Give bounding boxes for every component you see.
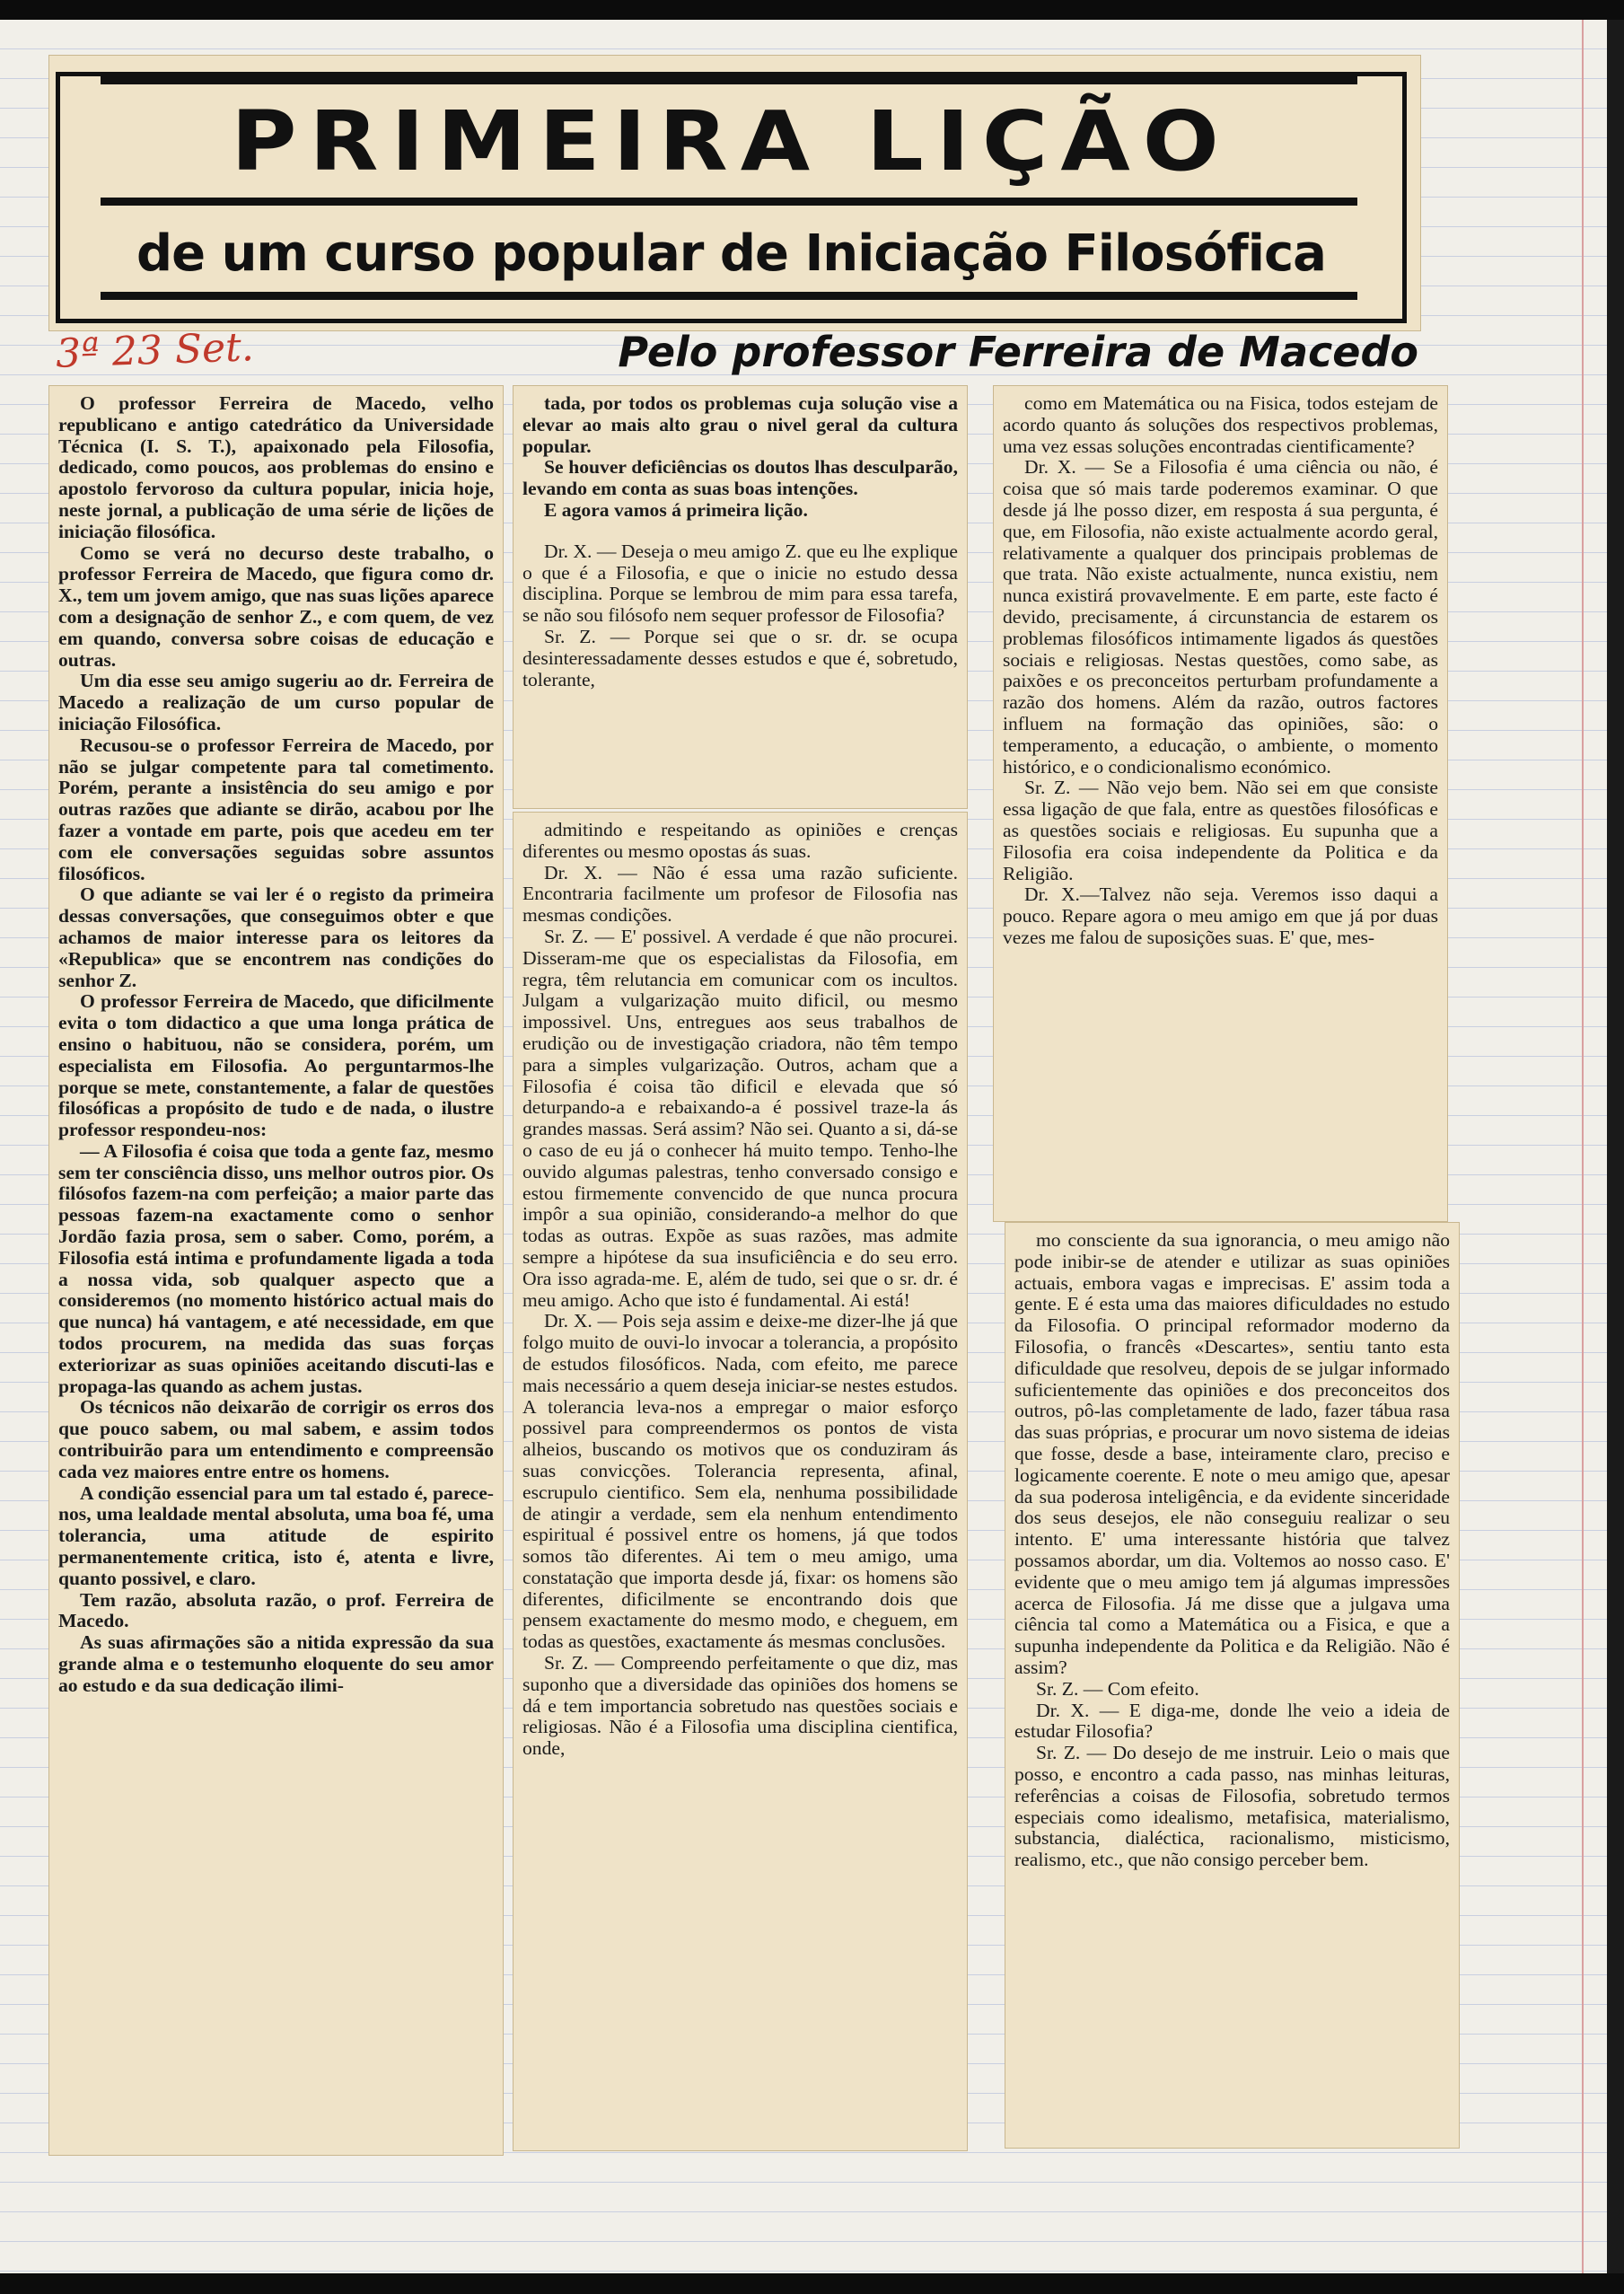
- paragraph: O professor Ferreira de Macedo, velho republicano e antigo catedrático da Universidade Técnica (I. S. T.), apaixonado pela Filosofia, dedicado, como poucos, aos problemas do ensino e apostolo fervoroso da cultura popular, inicia hoje, neste jornal, a publicação de uma série de lições de iniciação filosófica.: [58, 392, 494, 542]
- headline-rule: [101, 76, 1357, 84]
- headline-rule: [101, 198, 1357, 206]
- headline-box: [56, 72, 1407, 323]
- paragraph: O professor Ferreira de Macedo, que dificilmente evita o tom didactico a que uma longa prática de ensino o habituou, não se considera, porém, um especialista em Filosofia. Ao perguntarmos-lhe porque se mete, constantemente, a falar de questões filosóficas a propósito de tudo e de nada, o ilustre professor respondeu-nos:: [58, 990, 494, 1141]
- paragraph: — A Filosofia é coisa que toda a gente faz, mesmo sem ter consciência disso, uns melhor outros pior. Os filósofos fazem-na com perfeição; a maior parte das pessoas fazem-na exactamente como o senhor Jordão fazia prosa, sem o saber. Como, porém, a Filosofia está intima e profundamente ligada a toda a nossa vida, sob qualquer aspecto que a consideremos (no momento histórico actual mais do que nunca) há vantagem, e até necessidade, em que todos procurem, na medida das suas forças exteriorizar as suas opiniões aceitando discuti-las e propaga-las quando as achem justas.: [58, 1139, 494, 1397]
- paragraph: Os técnicos não deixarão de corrigir os erros dos que pouco sabem, ou mal sabem, e assim todos contribuirão para um entendimento e compreensão cada vez maiores entre entre os homens.: [58, 1396, 494, 1482]
- page-edge: [1607, 20, 1624, 2273]
- dialogue-paragraph: Dr. X.—Talvez não seja. Veremos isso daqui a pouco. Repare agora o meu amigo em que já por duas vezes me falou de suposições suas. E' que, mes-: [1003, 883, 1438, 948]
- paragraph: Como se verá no decurso deste trabalho, o professor Ferreira de Macedo, que figura como dr. X., tem um jovem amigo, que nas suas lições aparece com a designação de senhor Z., e com quem, de vez em quando, conversa sobre coisas de educação e outras.: [58, 541, 494, 671]
- dialogue-paragraph: Dr. X. — E diga-me, donde lhe veio a ideia de estudar Filosofia?: [1014, 1699, 1450, 1743]
- dialogue-paragraph: admitindo e respeitando as opiniões e crenças diferentes ou mesmo opostas ás suas.: [522, 819, 958, 862]
- column-2-top: [514, 386, 967, 808]
- column-1-intro: [49, 386, 503, 2155]
- column-3-top: [994, 386, 1447, 1221]
- dialogue-paragraph: Sr. Z. — Porque sei que o sr. dr. se ocupa desinteressadamente desses estudos e que é, sobretudo, tolerante,: [522, 625, 958, 690]
- paragraph: O que adiante se vai ler é o registo da primeira dessas conversações, que conseguimos obter e que achamos de maior interesse para os leitores da «Republica» que se encontrem nas condições do senhor Z.: [58, 883, 494, 991]
- paragraph: E agora vamos á primeira lição.: [544, 498, 808, 521]
- dialogue-paragraph: Dr. X. — Não é essa uma razão suficiente. Encontraria facilmente um profesor de Filosofia nas mesmas condições.: [522, 861, 958, 927]
- byline: Pelo professor Ferreira de Macedo: [618, 328, 1418, 376]
- paragraph: Um dia esse seu amigo sugeriu ao dr. Ferreira de Macedo a realização de um curso popular de iniciação Filosófica.: [58, 670, 494, 734]
- headline-title: PRIMEIRA LIÇÃO: [231, 92, 1232, 190]
- dialogue-paragraph: Dr. X. — Deseja o meu amigo Z. que eu lhe explique o que é a Filosofia, e que o inicie no estudo dessa disciplina. Porque se lembrou de mim para essa tarefa, se não sou filósofo nem sequer professor de Filosofia?: [522, 540, 958, 627]
- headline-rule: [101, 292, 1357, 300]
- paragraph: A condição essencial para um tal estado é, parece-nos, uma lealdade mental absoluta, uma boa fé, uma tolerancia, uma atitude de espirito permanentemente critica, isto é, atenta e livre, quanto possivel, e claro.: [58, 1481, 494, 1589]
- column-3-bottom: [1005, 1223, 1459, 2148]
- dialogue-paragraph: mo consciente da sua ignorancia, o meu amigo não pode inibir-se de atender e utilizar as suas opiniões actuais, embora vagas e imprecisas. E' assim toda a gente. E é esta uma das maiores dificuldades no estudo da Filosofia. O principal reformador moderno da Filosofia, o francês «Descartes», sentiu tanto esta dificuldade que resolveu, depois de se julgar informado suficientemente das opiniões e dos preconceitos dos outros, pô-las completamente de lado, fazer tábua rasa das suas próprias, e procurar um novo sistema de ideias que fosse, desde a base, inteiramente claro, preciso e logicamente coerente. E note o meu amigo que, apesar da sua poderosa inteligência, e da evidente sinceridade dos seus desejos, ele não conseguiu realizar o seu intento. E' uma interessante história que talvez possamos abordar, um dia. Voltemos ao nosso caso. E' evidente que o meu amigo tem já algumas impressões acerca de Filosofia. Já me disse que a julgava uma ciência tal como a Matemática ou a Fisica, e que a supunha independente da Politica e da Religião. Não é assim?: [1014, 1229, 1450, 1678]
- paragraph: tada, por todos os problemas cuja solução vise a elevar ao mais alto grau o nivel geral da cultura popular.: [522, 392, 958, 457]
- paragraph: As suas afirmações são a nitida expressão da sua grande alma e o testemunho eloquente do seu amor ao estudo e da sua dedicação ilimi-: [58, 1631, 494, 1696]
- handwritten-date: 3ª 23 Set.: [55, 324, 255, 377]
- dialogue-paragraph: Sr. Z. — Do desejo de me instruir. Leio o mais que posso, e encontro a cada passo, nas minhas leituras, referências a coisas de Filosofia, sobretudo termos especiais como idealismo, metafisica, materialismo, substancia, dialéctica, racionalismo, misticismo, realismo, etc., que não consigo perceber bem.: [1014, 1742, 1450, 1871]
- margin-line: [1582, 20, 1584, 2273]
- paragraph: Tem razão, absoluta razão, o prof. Ferreira de Macedo.: [58, 1588, 494, 1632]
- dialogue-paragraph: Dr. X. — Pois seja assim e deixe-me dizer-lhe já que folgo muito de ouvi-lo invocar a tolerancia, a propósito de estudos filosóficos. Nada, com efeito, me parece mais necessário a quem deseja iniciar-se nestes estudos. A tolerancia leva-nos a empregar o maior esforço possivel para compreendermos os pontos de vista alheios, buscando os motivos que os conduziram ás suas convicções. Tolerancia representa, afinal, escrupulo cientifico. Sem ela, nenhuma possibilidade de atingir a verdade, sem ela nenhum entendimento espiritual é possivel entre os homens, já que todos somos tão diferentes. Ai tem o meu amigo, uma constatação que importa desde já, fixar: os homens são diferentes, dificilmente se encontrando dois que pensem exactamente do mesmo modo, e cheguem, em todas as questões, exactamente ás mesmas conclusões.: [522, 1310, 958, 1653]
- dialogue-paragraph: Dr. X. — Se a Filosofia é uma ciência ou não, é coisa que só mais tarde poderemos examinar. O que desde já lhe posso dizer, em resposta á sua pergunta, é que, em Filosofia, não existe actualmente acordo geral, relativamente a qualquer dos principais problemas de que trata. Não existe actualmente, nunca existiu, nem nunca existirá provavelmente. E em parte, este facto é devido, precisamente, á circunstancia de estarem os problemas filosóficos intimamente ligados ás questões sociais e religiosas. Nestas questões, como sabe, as paixões e os preconceitos perturbam profundamente a razão dos homens. Além da razão, outros factores influem na formação das opiniões, são: o temperamento, a educação, o ambiente, o momento histórico, e o condicionalismo económico.: [1003, 456, 1438, 778]
- dialogue-paragraph: Sr. Z. — Com efeito.: [1036, 1677, 1199, 1700]
- dialogue-paragraph: como em Matemática ou na Fisica, todos estejam de acordo quanto ás soluções dos respectivos problemas, uma vez essas soluções encontradas cientificamente?: [1003, 392, 1438, 457]
- dialogue-paragraph: Sr. Z. — Não vejo bem. Não sei em que consiste essa ligação de que fala, entre as questões filosóficas e as questões sociais e religiosas. Eu supunha que a Filosofia era coisa independente da Politica e da Religião.: [1003, 777, 1438, 884]
- paragraph: Se houver deficiências os doutos lhas desculparão, levando em conta as suas boas intenções.: [522, 456, 958, 500]
- column-2-bottom: [514, 813, 967, 2150]
- dialogue-paragraph: Sr. Z. — Compreendo perfeitamente o que diz, mas suponho que a diversidade das opiniões dos homens se dá e tem importancia sobretudo nas questões sociais e religiosas. Não é a Filosofia uma disciplina cientifica, onde,: [522, 1652, 958, 1760]
- dialogue-paragraph: Sr. Z. — E' possivel. A verdade é que não procurei. Disseram-me que os especialistas da Filosofia, em regra, têm relutancia em comunicar com os incultos. Julgam a vulgarização muito dificil, ou mesmo impossivel. Uns, entregues aos seus trabalhos de erudição ou de investigação criadora, não têm tempo para a simples vulgarização. Outros, acham que a Filosofia é coisa tão dificil e elevada que só deturpando-a e rebaixando-a é possivel traze-la ás grandes massas. Será assim? Não sei. Quanto a si, dá-se o caso de eu já o conhecer há muito tempo. Tenho-lhe ouvido algumas palestras, tenho conversado consigo e estou firmemente convencido de que nunca procura impôr a sua opinião, considerando-a melhor do que todas as outras. Expõe as suas razões, mas admite sempre a hipótese da sua insuficiência e do seu erro. Ora isso agrada-me. E, além de tudo, sei que o sr. dr. é meu amigo. Acho que isto é fundamental. Ai está!: [522, 925, 958, 1311]
- paragraph: Recusou-se o professor Ferreira de Macedo, por não se julgar competente para tal cometimento. Porém, perante a insistência do seu amigo e por outras razões que adiante se dirão, acabou por lhe fazer a vontade em parte, pois que acedeu em ter com ele conversações seguidas sobre assuntos filosóficos.: [58, 734, 494, 884]
- headline-subtitle: de um curso popular de Iniciação Filosófica: [136, 224, 1326, 283]
